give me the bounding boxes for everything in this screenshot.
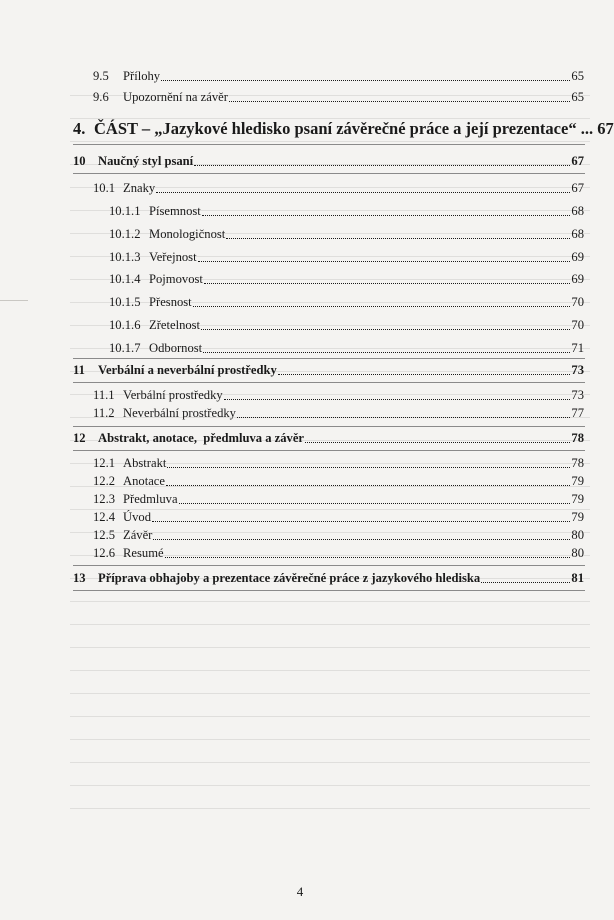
dot-leader [305,442,570,443]
dot-leader [156,192,570,193]
toc-title: Upozornění na závěr [123,90,228,104]
dot-leader [166,485,570,486]
toc-page: 81 [571,571,584,585]
toc-page: 78 [571,431,584,445]
section-rule [73,426,585,427]
toc-page: 69 [571,250,584,264]
dot-leader [152,521,570,522]
toc-title: Příprava obhajoby a prezentace závěrečné práce z jazykového hlediska [98,571,481,585]
toc-number: 9.5 [93,69,109,83]
toc-title: Odbornost [149,341,203,355]
dot-leader [202,215,571,216]
dot-leader [193,306,571,307]
toc-number: 10.1 [93,181,116,195]
toc-number: 10.1.4 [109,272,141,286]
toc-title: Přesnost [149,295,192,309]
toc-page: 73 [571,363,584,377]
dot-leader [198,261,571,262]
dot-leader [204,283,571,284]
toc-page: 80 [571,546,584,560]
toc-part-heading [73,119,614,139]
page-number: 4 [296,884,304,899]
toc-title: Závěr [123,528,153,542]
toc-title: Resumé [123,546,164,560]
toc-entry [109,340,584,356]
dot-leader: ... [576,119,598,138]
toc-page: 79 [571,474,584,488]
toc-number: 10.1.1 [109,204,141,218]
toc-title: Neverbální prostředky [123,406,236,420]
dot-leader [167,467,570,468]
toc-entry [93,89,584,105]
toc-entry [93,180,584,196]
toc-entry [73,570,584,586]
dot-leader [229,101,571,102]
toc-title: Abstrakt, anotace, předmluva a závěr [98,431,305,445]
toc-entry [93,68,584,84]
toc-entry [73,153,584,169]
toc-title: Znaky [123,181,156,195]
toc-number: 11.1 [93,388,115,402]
dot-leader [153,539,570,540]
dot-leader [481,582,570,583]
toc-page: 78 [571,456,584,470]
section-rule [73,358,585,359]
toc-title: Verbální a neverbální prostředky [98,363,277,377]
toc-page: 71 [571,341,584,355]
dot-leader [201,329,570,330]
dot-leader [226,238,570,239]
toc-number: 4. [73,119,86,138]
section-rule [73,590,585,591]
dot-leader [165,557,571,558]
dot-leader [224,399,571,400]
toc-title: Anotace [123,474,165,488]
toc-entry [93,491,584,507]
section-rule [73,450,585,451]
toc-number: 11 [73,363,85,377]
toc-number: 10.1.3 [109,250,141,264]
toc-title: Předmluva [123,492,178,506]
paper-crease [0,300,28,301]
toc-page: 79 [571,510,584,524]
dot-leader [203,352,570,353]
toc-number: 11.2 [93,406,115,420]
toc-title: Přílohy [123,69,161,83]
section-rule [73,382,585,383]
toc-title: Verbální prostředky [123,388,223,402]
toc-number: 12.5 [93,528,116,542]
toc-number: 12.2 [93,474,116,488]
dot-leader [179,503,571,504]
section-rule [73,173,585,174]
toc-entry [93,527,584,543]
toc-title: Písemnost [149,204,201,218]
toc-entry [109,226,584,242]
dot-leader [194,165,570,166]
toc-entry [109,317,584,333]
toc-title: Monologičnost [149,227,226,241]
toc-title: Zřetelnost [149,318,201,332]
toc-number: 10 [73,154,86,168]
toc-number: 12.1 [93,456,116,470]
toc-entry [109,294,584,310]
toc-title: Pojmovost [149,272,203,286]
dot-leader [278,374,571,375]
toc-number: 9.6 [93,90,109,104]
section-rule [73,144,585,145]
toc-entry [93,545,584,561]
toc-entry [93,387,584,403]
toc-entry [93,509,584,525]
toc-page: 70 [571,295,584,309]
toc-entry [109,203,584,219]
toc-page: 77 [571,406,584,420]
toc-entry [93,405,584,421]
toc-number: 12 [73,431,86,445]
dot-leader [237,417,570,418]
toc-page: 79 [571,492,584,506]
toc-number: 10.1.6 [109,318,141,332]
toc-page: 67 [597,119,614,138]
toc-title: Úvod [123,510,151,524]
toc-number: 10.1.7 [109,341,141,355]
toc-number: 10.1.5 [109,295,141,309]
toc-number: 12.6 [93,546,116,560]
toc-page: 67 [571,181,584,195]
toc-entry [109,271,584,287]
toc-page: 69 [571,272,584,286]
dot-leader [161,80,570,81]
toc-page: 73 [571,388,584,402]
toc-title: Abstrakt [123,456,167,470]
toc-entry [109,249,584,265]
toc-number: 13 [73,571,86,585]
toc-number: 12.3 [93,492,116,506]
toc-number: 10.1.2 [109,227,141,241]
toc-number: 12.4 [93,510,116,524]
toc-page: 70 [571,318,584,332]
toc-title: Veřejnost [149,250,197,264]
toc-page: 65 [571,90,584,104]
toc-title: Naučný styl psaní [98,154,194,168]
toc-entry [93,473,584,489]
toc-entry [93,455,584,471]
toc-entry [73,362,584,378]
toc-page: 68 [571,204,584,218]
section-rule [73,565,585,566]
toc-title: ČÁST – „Jazykové hledisko psaní závěrečné práce a její prezentace“ [94,119,577,138]
toc-page: 67 [571,154,584,168]
toc-page: 65 [571,69,584,83]
toc-page: 80 [571,528,584,542]
toc-page: 68 [571,227,584,241]
toc-entry [73,430,584,446]
